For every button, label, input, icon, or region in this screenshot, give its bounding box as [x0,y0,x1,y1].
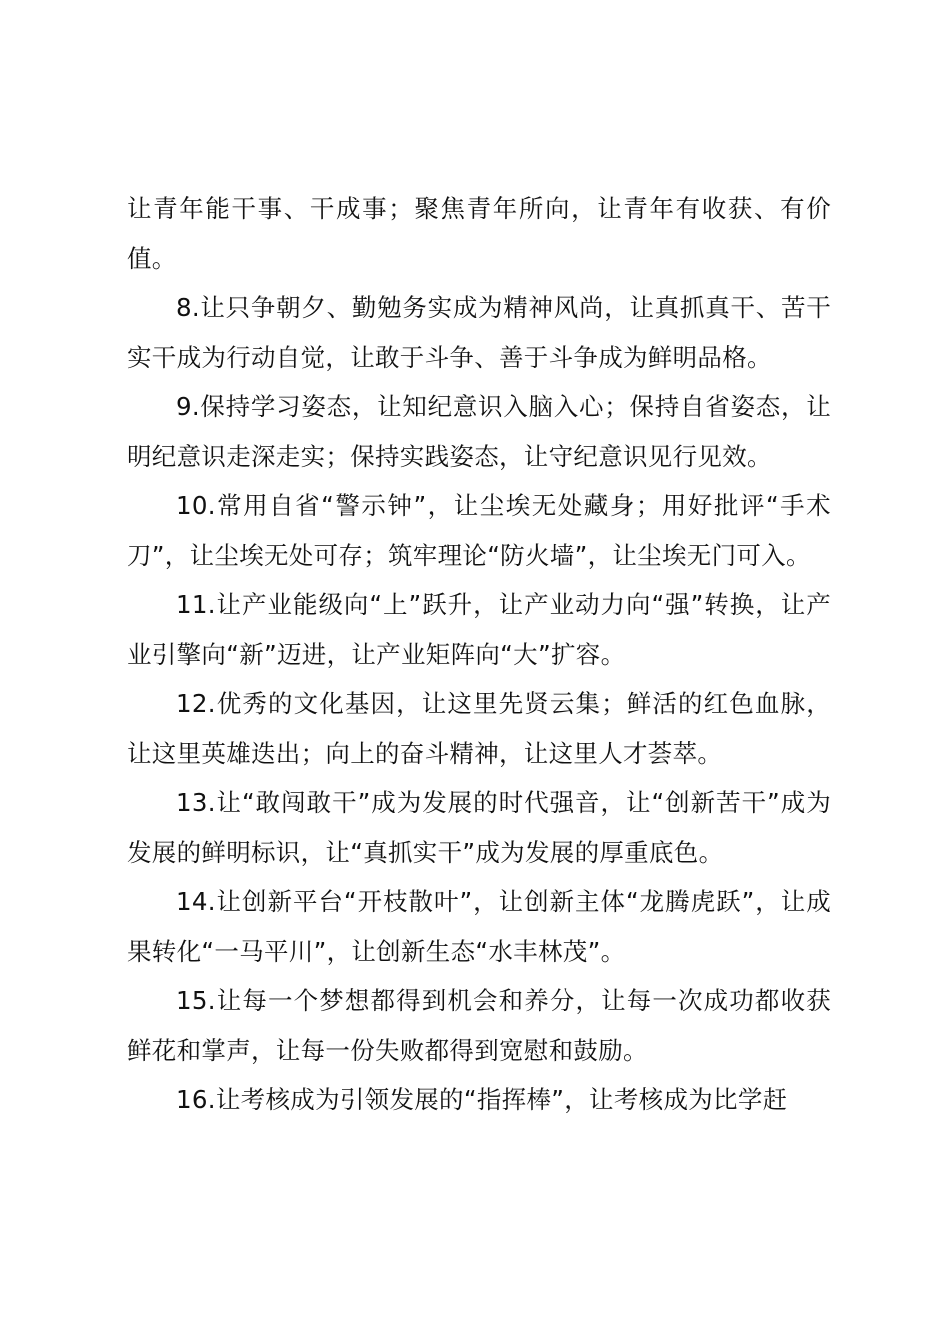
paragraph-item-10: 10.常用自省“警示钟”，让尘埃无处藏身；用好批评“手术刀”，让尘埃无处可存；筑牢理论“防火墙”，让尘埃无门可入。 [127,491,831,570]
paragraph-item-12: 12.优秀的文化基因，让这里先贤云集；鲜活的红色血脉，让这里英雄迭出；向上的奋斗精神，让这里人才荟萃。 [127,689,831,768]
paragraph-item-14: 14.让创新平台“开枝散叶”，让创新主体“龙腾虎跃”，让成果转化“一马平川”，让创新生态“水丰林茂”。 [127,887,831,966]
document-body [127,184,831,1125]
paragraph-item-16: 16.让考核成为引领发展的“指挥棒”，让考核成为比学赶 [176,1085,788,1114]
paragraph-item-15: 15.让每一个梦想都得到机会和养分，让每一次成功都收获鲜花和掌声，让每一份失败都得到宽慰和鼓励。 [127,986,831,1065]
paragraph-item-11: 11.让产业能级向“上”跃升，让产业动力向“强”转换，让产业引擎向“新”迈进，让产业矩阵向“大”扩容。 [127,590,831,669]
paragraph-continuation: 让青年能干事、干成事；聚焦青年所向，让青年有收获、有价值。 [127,194,831,273]
paragraph-item-8: 8.让只争朝夕、勤勉务实成为精神风尚，让真抓真干、苦干实干成为行动自觉，让敢于斗争、善于斗争成为鲜明品格。 [127,293,831,372]
paragraph-item-13: 13.让“敢闯敢干”成为发展的时代强音，让“创新苦干”成为发展的鲜明标识，让“真抓实干”成为发展的厚重底色。 [127,788,831,867]
paragraph-item-9: 9.保持学习姿态，让知纪意识入脑入心；保持自省姿态，让明纪意识走深走实；保持实践姿态，让守纪意识见行见效。 [127,392,831,471]
